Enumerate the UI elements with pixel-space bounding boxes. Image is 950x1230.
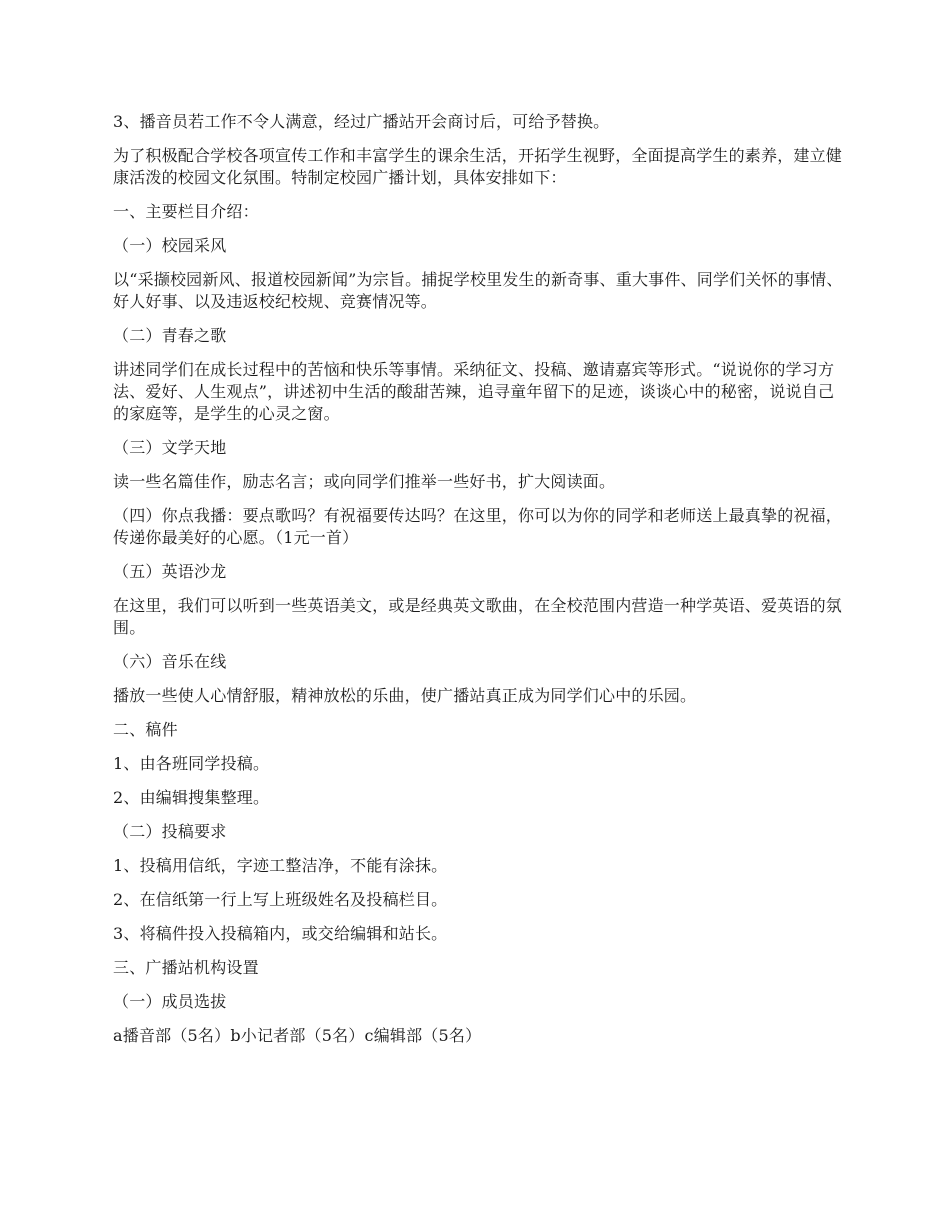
paragraph-replacement-rule: 3、播音员若工作不令人满意，经过广播站开会商讨后，可给予替换。 — [113, 112, 610, 131]
paragraph-campus-news: 以“采撷校园新风、报道校园新闻”为宗旨。捕捉学校里发生的新奇事、重大事件、同学们关怀的事情、好人好事、以及违返校纪校规、竞赛情况等。 — [113, 270, 843, 311]
list-item-letter-paper: 1、投稿用信纸，字迹工整洁净，不能有涂抹。 — [113, 856, 448, 875]
heading-music-online: （六）音乐在线 — [113, 652, 227, 671]
list-item-submission-box: 3、将稿件投入投稿箱内，或交给编辑和站长。 — [113, 924, 448, 943]
paragraph-music-online: 播放一些使人心情舒服，精神放松的乐曲，使广播站真正成为同学们心中的乐园。 — [113, 686, 697, 705]
heading-campus-news: （一）校园采风 — [113, 236, 227, 255]
heading-manuscripts: 二、稿件 — [113, 720, 178, 739]
paragraph-english-salon: 在这里，我们可以听到一些英语美文，或是经典英文歌曲，在全校范围内营造一种学英语、爱英语的氛围。 — [113, 596, 843, 637]
paragraph-departments: a播音部（5名）b小记者部（5名）c编辑部（5名） — [113, 1026, 482, 1045]
document-page — [113, 111, 843, 1059]
heading-submission-requirements: （二）投稿要求 — [113, 822, 227, 841]
paragraph-youth-song: 讲述同学们在成长过程中的苦恼和快乐等事情。采纳征文、投稿、邀请嘉宾等形式。“说说你的学习方法、爱好、人生观点”，讲述初中生活的酸甜苦辣，追寻童年留下的足迹，谈谈心中的秘密，说说自己的家庭等，是学生的心灵之窗。 — [113, 360, 835, 423]
heading-station-structure: 三、广播站机构设置 — [113, 958, 259, 977]
list-item-class-name-column: 2、在信纸第一行上写上班级姓名及投稿栏目。 — [113, 890, 448, 909]
list-item-class-submission: 1、由各班同学投稿。 — [113, 754, 270, 773]
paragraph-literature: 读一些名篇佳作，励志名言；或向同学们推举一些好书，扩大阅读面。 — [113, 472, 616, 491]
heading-youth-song: （二）青春之歌 — [113, 326, 227, 345]
list-item-editor-collection: 2、由编辑搜集整理。 — [113, 788, 270, 807]
heading-main-columns: 一、主要栏目介绍： — [113, 202, 259, 221]
paragraph-intro: 为了积极配合学校各项宣传工作和丰富学生的课余生活，开拓学生视野，全面提高学生的素养，建立健康活泼的校园文化氛围。特制定校园广播计划，具体安排如下： — [113, 146, 843, 187]
heading-member-selection: （一）成员选拔 — [113, 992, 227, 1011]
heading-literature: （三）文学天地 — [113, 438, 227, 457]
heading-english-salon: （五）英语沙龙 — [113, 562, 227, 581]
paragraph-song-request: （四）你点我播：要点歌吗？有祝福要传达吗？在这里，你可以为你的同学和老师送上最真挚的祝福，传递你最美好的心愿。（1元一首） — [113, 506, 843, 547]
